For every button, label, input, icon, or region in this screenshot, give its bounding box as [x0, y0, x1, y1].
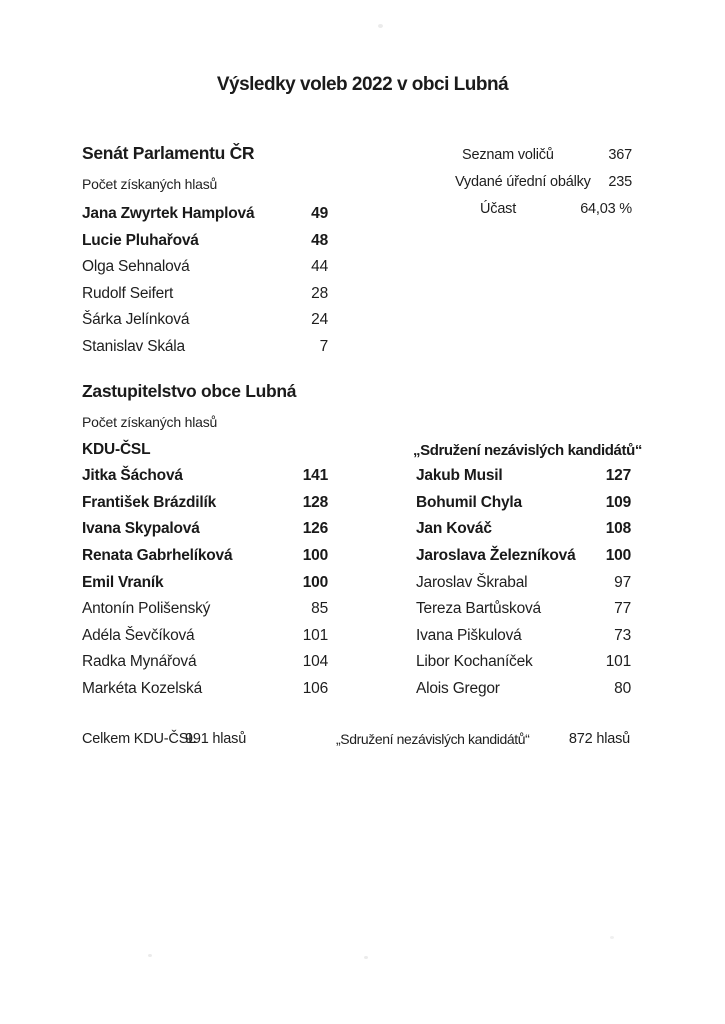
candidate-row	[413, 623, 631, 650]
stat-value: 367	[608, 146, 632, 163]
candidate-name: Antonín Polišenský	[82, 600, 211, 618]
candidate-row	[413, 490, 631, 517]
candidate-row	[413, 649, 631, 676]
total-snk-label: „Sdružení nezávislých kandidátů“	[336, 731, 530, 747]
stat-row	[455, 141, 632, 168]
candidate-votes: 28	[311, 284, 328, 302]
total-kdu-label: Celkem KDU-ČSL	[82, 731, 197, 747]
candidate-votes: 101	[302, 626, 328, 644]
candidate-votes: 128	[302, 493, 328, 511]
candidate-row	[82, 463, 328, 490]
candidate-name: Emil Vraník	[82, 573, 164, 591]
council-heading: Zastupitelstvo obce Lubná	[82, 381, 297, 401]
party-name: „Sdružení nezávislých kandidátů“	[413, 441, 642, 459]
total-snk-value: 872 hlasů	[568, 731, 630, 747]
stat-value: 64,03 %	[580, 200, 632, 217]
candidate-votes: 77	[614, 600, 631, 618]
candidate-row	[82, 307, 328, 334]
turnout-stats	[455, 141, 632, 222]
candidate-row	[82, 676, 328, 703]
scan-speckle	[148, 954, 152, 957]
candidate-votes: 109	[605, 493, 631, 511]
candidate-row	[82, 281, 328, 308]
candidate-votes: 49	[311, 205, 328, 223]
candidate-row	[413, 463, 631, 490]
candidate-name: Šárka Jelínková	[82, 311, 190, 329]
party-column-snk	[413, 437, 642, 702]
candidate-name: Ivana Piškulová	[416, 626, 522, 644]
candidate-row	[82, 516, 328, 543]
scan-speckle	[610, 936, 614, 939]
candidate-row	[82, 596, 328, 623]
senate-candidate-list	[82, 201, 328, 360]
candidate-row	[82, 334, 328, 361]
candidate-votes: 73	[614, 626, 631, 644]
candidate-votes: 44	[311, 258, 328, 276]
candidate-row	[82, 623, 328, 650]
candidate-row	[82, 201, 328, 228]
candidate-row	[413, 569, 631, 596]
candidate-row	[413, 516, 631, 543]
candidate-name: Olga Sehnalová	[82, 258, 190, 276]
candidate-votes: 48	[311, 231, 328, 249]
candidate-votes: 101	[605, 653, 631, 671]
candidate-votes: 7	[319, 337, 328, 355]
candidate-votes: 85	[311, 600, 328, 618]
council-subheading: Počet získaných hlasů	[82, 414, 218, 430]
stat-value: 235	[608, 173, 632, 190]
candidate-name: Jitka Šáchová	[82, 467, 183, 485]
candidate-votes: 100	[302, 547, 328, 565]
candidate-row	[413, 596, 631, 623]
senate-section	[82, 143, 328, 360]
senate-heading: Senát Parlamentu ČR	[82, 143, 255, 163]
candidate-row	[82, 228, 328, 255]
candidate-row	[82, 254, 328, 281]
scan-speckle	[378, 24, 383, 28]
candidate-row	[82, 543, 328, 570]
candidate-row	[413, 676, 631, 703]
candidate-name: Markéta Kozelská	[82, 680, 202, 698]
candidate-name: Jaroslav Škrabal	[416, 573, 528, 591]
candidate-name: František Brázdilík	[82, 493, 217, 511]
candidate-row	[82, 490, 328, 517]
candidate-name: Jana Zwyrtek Hamplová	[82, 205, 255, 223]
candidate-votes: 100	[302, 573, 328, 591]
candidate-name: Renata Gabrhelíková	[82, 547, 233, 565]
candidate-name: Lucie Pluhařová	[82, 231, 199, 249]
party-column-kdu-csl	[82, 437, 328, 702]
candidate-votes: 141	[302, 467, 328, 485]
candidate-name: Adéla Ševčíková	[82, 626, 195, 644]
candidate-votes: 97	[614, 573, 631, 591]
page-title: Výsledky voleb 2022 v obci Lubná	[216, 74, 509, 95]
stat-label: Vydané úřední obálky	[455, 173, 591, 190]
candidate-row	[82, 649, 328, 676]
candidate-name: Jakub Musil	[416, 467, 503, 485]
party-name: KDU-ČSL	[82, 441, 151, 458]
candidate-name: Stanislav Skála	[82, 337, 185, 355]
candidate-votes: 104	[302, 653, 328, 671]
candidate-name: Rudolf Seifert	[82, 284, 174, 302]
candidate-name: Bohumil Chyla	[416, 493, 522, 511]
candidate-name: Jan Kováč	[416, 520, 492, 538]
candidate-name: Libor Kochaníček	[416, 653, 533, 671]
candidate-votes: 24	[311, 311, 328, 329]
candidate-row	[413, 543, 631, 570]
total-kdu-value: 991 hlasů	[185, 731, 247, 747]
candidate-name: Jaroslava Železníková	[416, 547, 576, 565]
stat-label: Účast	[480, 200, 517, 217]
candidate-name: Ivana Skypalová	[82, 520, 200, 538]
council-section-header	[82, 381, 296, 431]
candidate-votes: 108	[605, 520, 631, 538]
candidate-votes: 106	[302, 680, 328, 698]
candidate-votes: 80	[614, 680, 631, 698]
senate-subheading: Počet získaných hlasů	[82, 176, 218, 192]
candidate-name: Tereza Bartůsková	[416, 600, 541, 618]
stat-row	[455, 195, 632, 222]
candidate-name: Radka Mynářová	[82, 653, 197, 671]
stat-row	[455, 168, 632, 195]
scan-speckle	[364, 956, 368, 959]
stat-label: Seznam voličů	[462, 146, 554, 163]
candidate-votes: 127	[605, 467, 631, 485]
candidate-votes: 100	[605, 547, 631, 565]
candidate-row	[82, 569, 328, 596]
candidate-name: Alois Gregor	[416, 680, 500, 698]
candidate-votes: 126	[302, 520, 328, 538]
